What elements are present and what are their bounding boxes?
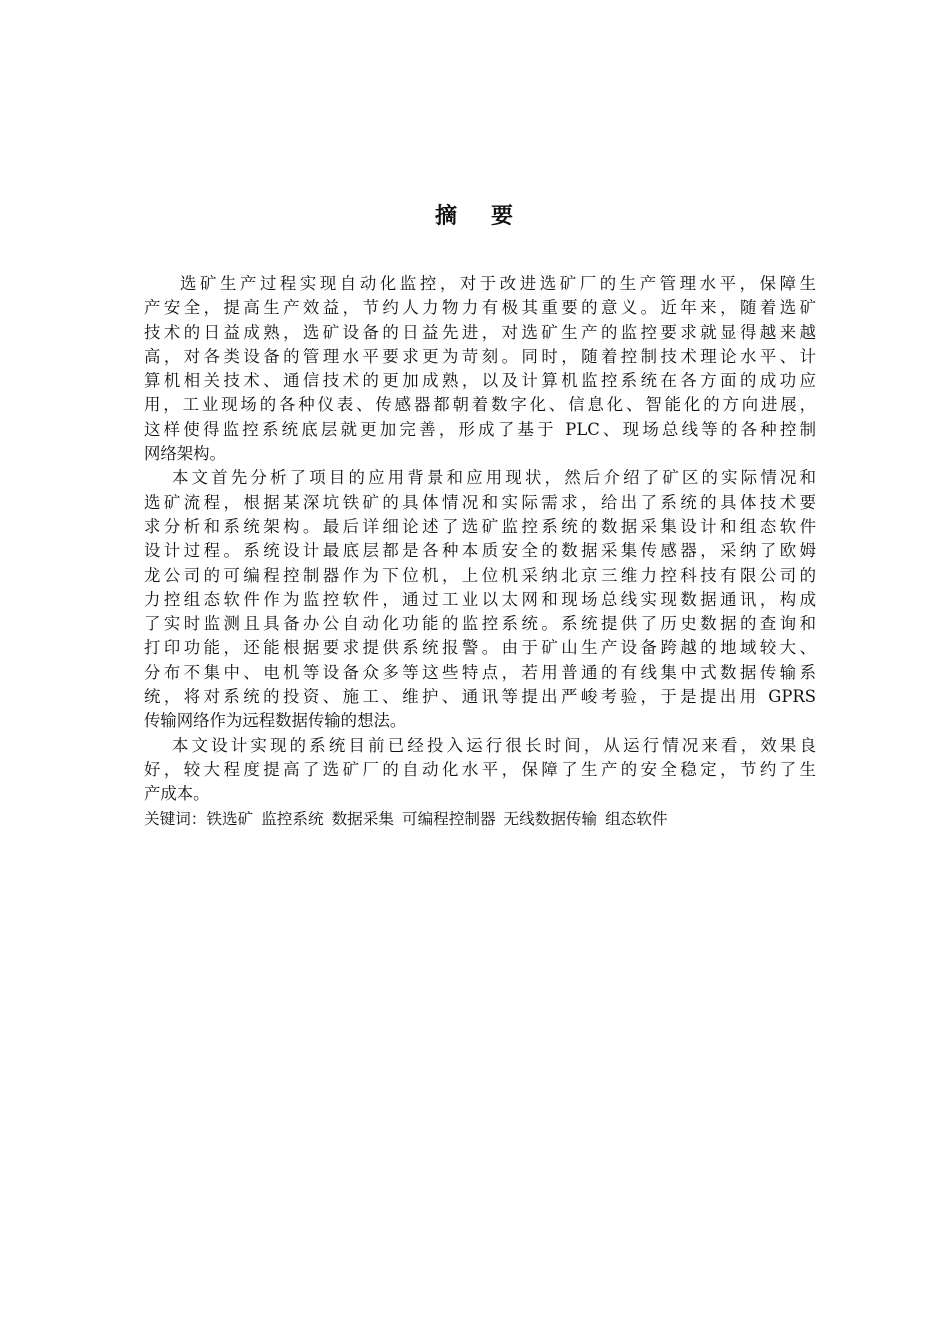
paragraph-line: 本文设计实现的系统目前已经投入运行很长时间，从运行情况来看，效果良 <box>172 735 816 755</box>
abstract-paragraph-3 <box>144 734 816 807</box>
paragraph-line: 统，将对系统的投资、施工、维护、通讯等提出严峻考验，于是提出用 GPRS <box>144 687 816 707</box>
paragraph-line: 高，对各类设备的管理水平要求更为苛刻。同时，随着控制技术理论水平、计 <box>144 346 816 366</box>
abstract-title-part2: 要 <box>491 204 516 229</box>
paragraph-line: 了实时监测且具备办公自动化功能的监控系统。系统提供了历史数据的查询和 <box>144 614 816 634</box>
abstract-title-part1: 摘 <box>434 204 459 229</box>
paragraph-line: 算机相关技术、通信技术的更加成熟，以及计算机监控系统在各方面的成功应 <box>144 371 816 391</box>
abstract-body <box>144 272 816 831</box>
paragraph-line: 用，工业现场的各种仪表、传感器都朝着数字化、信息化、智能化的方向进展， <box>144 395 816 415</box>
abstract-title <box>0 202 950 232</box>
paragraph-line: 网络架构。 <box>144 444 226 464</box>
paragraph-line: 传输网络作为远程数据传输的想法。 <box>144 711 407 731</box>
paragraph-line: 龙公司的可编程控制器作为下位机，上位机采纳北京三维力控科技有限公司的 <box>144 565 816 585</box>
keyword-item: 监控系统 <box>261 809 324 828</box>
paragraph-line: 求分析和系统架构。最后详细论述了选矿监控系统的数据采集设计和组态软件 <box>144 516 816 536</box>
keyword-item: 组态软件 <box>605 809 668 828</box>
paragraph-line: 力控组态软件作为监控软件，通过工业以太网和现场总线实现数据通讯，构成 <box>144 589 816 609</box>
keyword-item: 无线数据传输 <box>503 809 598 828</box>
abstract-paragraph-1 <box>144 272 816 466</box>
paragraph-line: 产安全，提高生产效益，节约人力物力有极其重要的意义。近年来，随着选矿 <box>144 298 816 318</box>
paragraph-line: 好，较大程度提高了选矿厂的自动化水平，保障了生产的安全稳定，节约了生 <box>144 759 816 779</box>
paragraph-line: 本文首先分析了项目的应用背景和应用现状，然后介绍了矿区的实际情况和 <box>172 468 816 488</box>
paragraph-line: 设计过程。系统设计最底层都是各种本质安全的数据采集传感器，采纳了欧姆 <box>144 541 816 561</box>
paragraph-line: 技术的日益成熟，选矿设备的日益先进，对选矿生产的监控要求就显得越来越 <box>144 322 816 342</box>
paragraph-line: 选矿生产过程实现自动化监控，对于改进选矿厂的生产管理水平，保障生 <box>180 274 816 293</box>
keyword-item: 数据采集 <box>331 809 394 828</box>
paragraph-line: 分布不集中、电机等设备众多等这些特点，若用普通的有线集中式数据传输系 <box>144 662 816 682</box>
keywords-label: 关键词： <box>144 809 207 828</box>
keyword-item: 铁选矿 <box>206 809 254 828</box>
keywords-line <box>144 807 816 831</box>
paragraph-line: 选矿流程，根据某深坑铁矿的具体情况和实际需求，给出了系统的具体技术要 <box>144 492 816 512</box>
paragraph-line: 产成本。 <box>144 784 210 804</box>
paragraph-line: 打印功能，还能根据要求提供系统报警。由于矿山生产设备跨越的地域较大、 <box>144 638 816 658</box>
keyword-item: 可编程控制器 <box>401 809 496 828</box>
paragraph-line: 这样使得监控系统底层就更加完善，形成了基于 PLC、现场总线等的各种控制 <box>144 419 816 439</box>
abstract-paragraph-2 <box>144 466 816 733</box>
